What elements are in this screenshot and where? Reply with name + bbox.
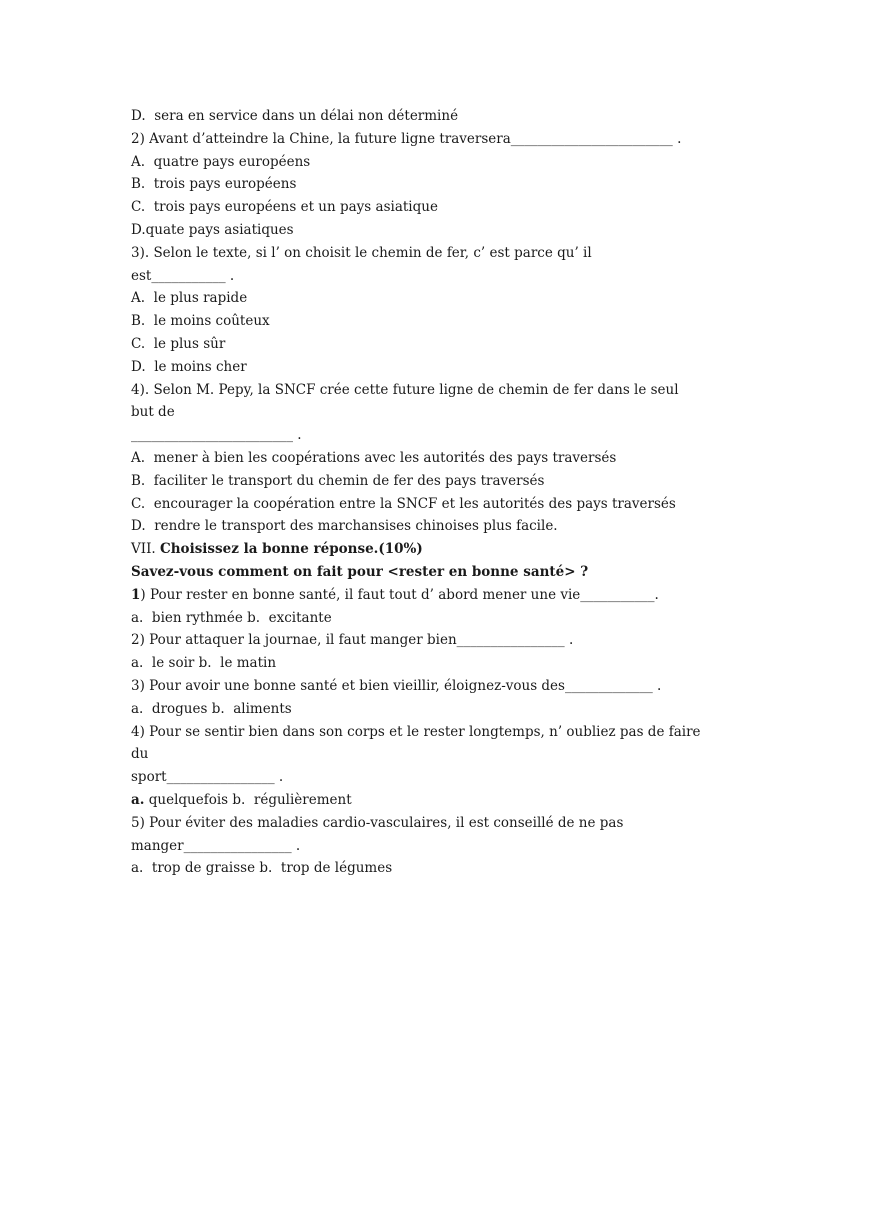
- text-line: C. le plus sûr: [131, 335, 226, 352]
- text-line: 5) Pour éviter des maladies cardio-vasculaires, il est conseillé de ne pas: [131, 814, 624, 831]
- text-line: a. drogues b. aliments: [131, 700, 292, 717]
- text-line: manger________________ .: [131, 837, 301, 854]
- line-text: quelquefois b. régulièrement: [144, 791, 352, 808]
- text-line: 4). Selon M. Pepy, la SNCF crée cette future ligne de chemin de fer dans le seul: [131, 381, 679, 398]
- text-line: A. quatre pays européens: [131, 153, 311, 170]
- line-text: Choisissez la bonne réponse.(10%): [160, 541, 423, 558]
- text-line: B. le moins coûteux: [131, 313, 270, 330]
- line-prefix: VII.: [131, 541, 160, 558]
- text-line: 2) Pour attaquer la journae, il faut manger bien________________ .: [131, 632, 574, 649]
- text-line: 2) Avant d’atteindre la Chine, la future ligne traversera________________________ .: [131, 130, 682, 147]
- line-text: ) Pour rester en bonne santé, il faut tout d’ abord mener une vie___________.: [140, 586, 659, 603]
- text-line: D.quate pays asiatiques: [131, 221, 294, 238]
- text-line: ________________________ .: [131, 427, 302, 444]
- text-line: 3) Pour avoir une bonne santé et bien vieillir, éloignez-vous des_____________ .: [131, 677, 662, 694]
- text-line: a. le soir b. le matin: [131, 655, 277, 672]
- line-prefix: a.: [131, 791, 145, 808]
- text-line: A. mener à bien les coopérations avec les autorités des pays traversés: [131, 449, 617, 466]
- text-line: Savez-vous comment on fait pour <rester en bonne santé> ?: [131, 563, 589, 580]
- text-line: [131, 584, 741, 607]
- text-line: D. rendre le transport des marchansises chinoises plus facile.: [131, 518, 558, 535]
- text-line: [131, 789, 741, 812]
- text-line: C. trois pays européens et un pays asiatique: [131, 199, 438, 216]
- text-line: A. le plus rapide: [131, 290, 248, 307]
- text-line: 3). Selon le texte, si l’ on choisit le chemin de fer, c’ est parce qu’ il: [131, 244, 592, 261]
- text-line: [131, 538, 741, 561]
- text-line: B. faciliter le transport du chemin de fer des pays traversés: [131, 472, 545, 489]
- document-body: [131, 105, 741, 880]
- text-line: a. trop de graisse b. trop de légumes: [131, 860, 393, 877]
- text-line: B. trois pays européens: [131, 176, 297, 193]
- text-line: a. bien rythmée b. excitante: [131, 609, 332, 626]
- text-line: D. sera en service dans un délai non déterminé: [131, 108, 459, 124]
- line-prefix: 1: [131, 586, 141, 603]
- text-line: C. encourager la coopération entre la SNCF et les autorités des pays traversés: [131, 495, 676, 512]
- text-line: sport________________ .: [131, 769, 284, 786]
- text-line: D. le moins cher: [131, 358, 247, 375]
- text-line: 4) Pour se sentir bien dans son corps et le rester longtemps, n’ oubliez pas de faire: [131, 723, 701, 740]
- text-line: but de: [131, 404, 175, 421]
- text-line: est___________ .: [131, 267, 235, 284]
- text-line: du: [131, 746, 149, 763]
